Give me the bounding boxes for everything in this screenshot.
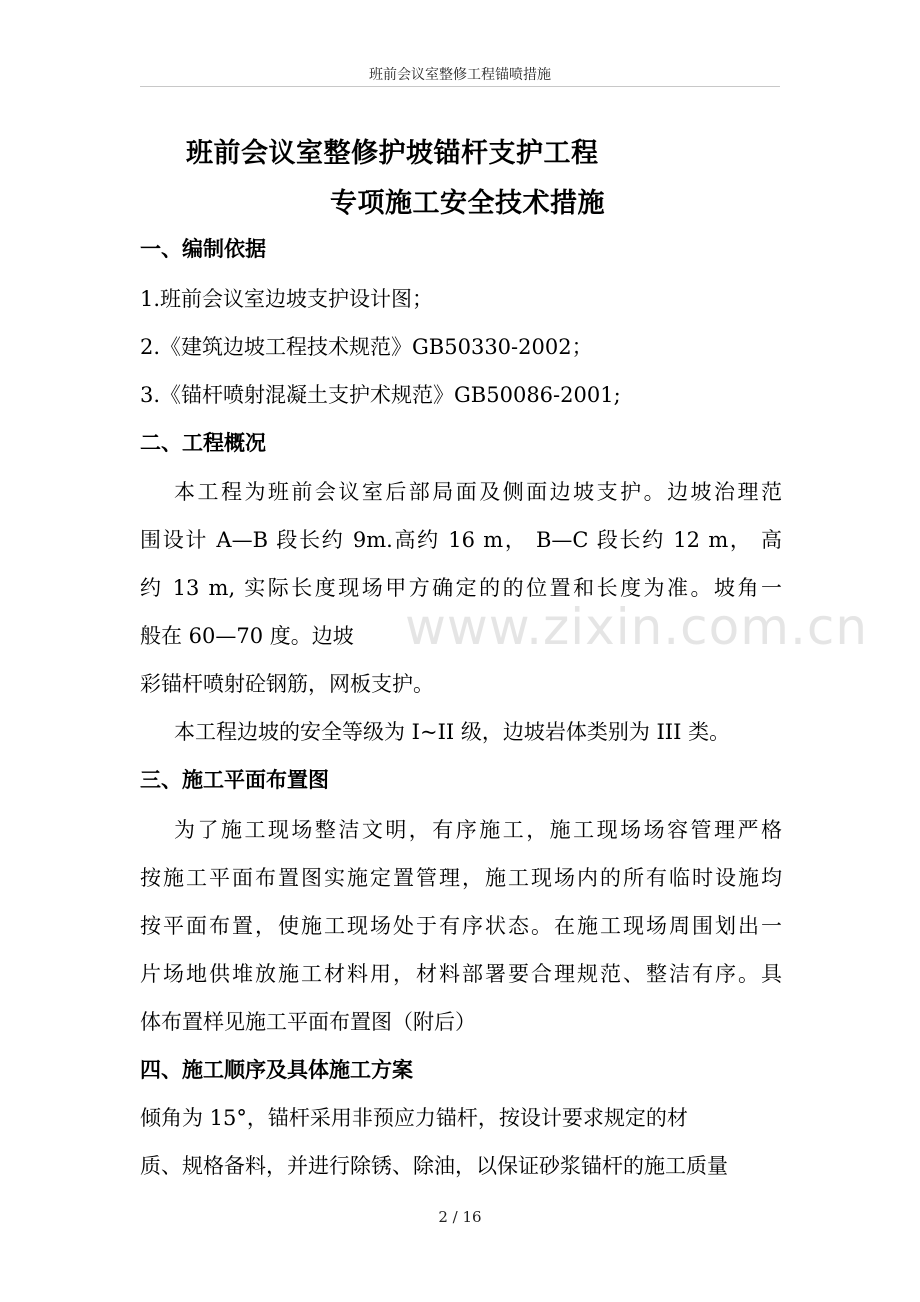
- layout-line: 为了施工现场整洁文明，有序施工，施工现场场容管理严格: [174, 818, 782, 842]
- sequence-line: 质、规格备料，并进行除锈、除油，以保证砂浆锚杆的施工质量: [140, 1154, 728, 1178]
- basis-item: 1.班前会议室边坡支护设计图；: [140, 287, 434, 311]
- overview-line: 彩锚杆喷射砼钢筋，网板支护。: [140, 672, 434, 696]
- basis-item: 3.《锚杆喷射混凝土支护术规范》GB50086-2001;: [140, 383, 621, 407]
- section-heading-layout: 三、施工平面布置图: [140, 767, 329, 792]
- layout-line: 按平面布置，使施工现场处于有序状态。在施工现场周围划出一: [140, 914, 782, 938]
- layout-line: 按施工平面布置图实施定置管理，施工现场内的所有临时设施均: [140, 866, 782, 890]
- safety-grade-text: 本工程边坡的安全等级为 I~II 级，边坡岩体类别为 III 类。: [174, 720, 731, 744]
- section-heading-basis: 一、编制依据: [140, 236, 266, 261]
- overview-line: 围设计 A—B 段长约 9m.高约 16 m， B—C 段长约 12 m， 高: [140, 528, 782, 552]
- overview-line: 般在 60—70 度。边坡: [140, 624, 354, 648]
- doc-title-line1: 班前会议室整修护坡锚杆支护工程: [186, 138, 599, 169]
- header-divider: [140, 86, 780, 87]
- sequence-line: 倾角为 15°，锚杆采用非预应力锚杆，按设计要求规定的材: [140, 1106, 688, 1130]
- layout-line: 片场地供堆放施工材料用，材料部署要合理规范、整洁有序。具: [140, 962, 782, 986]
- basis-item: 2.《建筑边坡工程技术规范》GB50330-2002；: [140, 335, 593, 359]
- page-number: 2 / 16: [438, 1208, 482, 1226]
- section-heading-overview: 二、工程概况: [140, 430, 266, 455]
- overview-line: 约 13 m, 实际长度现场甲方确定的的位置和长度为准。坡角一: [140, 576, 782, 600]
- watermark: www.zixin.com.cn: [405, 598, 869, 656]
- section-heading-sequence: 四、施工顺序及具体施工方案: [140, 1057, 413, 1082]
- overview-line: 本工程为班前会议室后部局面及侧面边坡支护。边坡治理范: [174, 480, 782, 504]
- doc-title-line2: 专项施工安全技术措施: [330, 188, 605, 219]
- running-header: 班前会议室整修工程锚喷措施: [369, 67, 551, 83]
- layout-line: 体布置样见施工平面布置图（附后）: [140, 1010, 476, 1034]
